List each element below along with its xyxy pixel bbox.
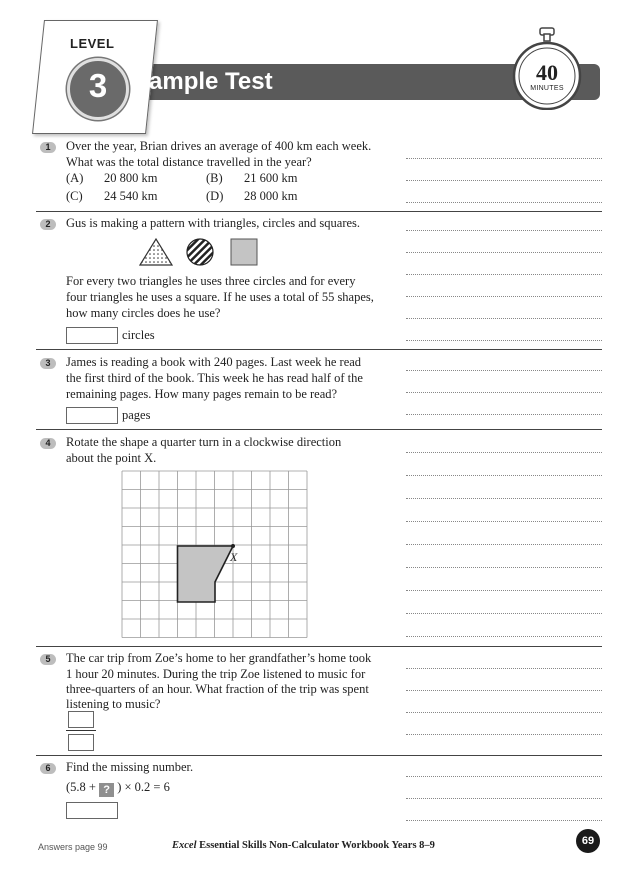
fraction-denominator-input[interactable] — [68, 734, 94, 751]
page-title: Sample Test — [133, 68, 273, 95]
working-line — [406, 798, 602, 799]
question-divider — [36, 211, 602, 212]
timer-value: 40 — [536, 60, 558, 85]
book-title — [172, 840, 435, 851]
question-number: 5 — [40, 654, 56, 665]
missing-number-mark: ? — [99, 783, 114, 797]
equation-left: (5.8 + — [66, 780, 96, 794]
answer-unit: circles — [122, 328, 155, 342]
working-line — [406, 567, 602, 568]
answers-reference: Answers page 99 — [38, 842, 108, 852]
question-text-line: For every two triangles he uses three circles and for every — [66, 274, 356, 288]
answer-unit: pages — [122, 408, 151, 422]
point-label: X — [230, 550, 238, 564]
equation — [66, 780, 170, 797]
working-line — [406, 712, 602, 713]
book-title-text: Essential Skills Non-Calculator Workbook Years 8–9 — [196, 840, 435, 851]
equation-right: ) × 0.2 = 6 — [117, 780, 170, 794]
question-text-line: 1 hour 20 minutes. During the trip Zoe listened to music for — [66, 667, 366, 681]
question-divider — [36, 755, 602, 756]
question-text-line: three-quarters of an hour. What fraction of the trip was spent — [66, 682, 369, 696]
option-letter: (D) — [206, 189, 224, 203]
question-number: 1 — [40, 142, 56, 153]
shape-pattern-image — [136, 236, 262, 268]
working-line — [406, 668, 602, 669]
question-number: 2 — [40, 219, 56, 230]
working-line — [406, 734, 602, 735]
question-text-line: the first third of the book. This week he has read half of the — [66, 371, 363, 385]
option-value: 28 000 km — [244, 189, 298, 203]
working-line — [406, 544, 602, 545]
question-number: 4 — [40, 438, 56, 449]
question-text-line: four triangles he uses a square. If he uses a total of 55 shapes, — [66, 290, 374, 304]
question-number: 6 — [40, 763, 56, 774]
option-letter: (A) — [66, 171, 84, 185]
working-line — [406, 590, 602, 591]
working-line — [406, 392, 602, 393]
working-line — [406, 370, 602, 371]
working-line — [406, 475, 602, 476]
working-line — [406, 318, 602, 319]
page-number: 69 — [576, 829, 600, 853]
question-text-line: remaining pages. How many pages remain to be read? — [66, 387, 338, 401]
triangle-shape — [140, 239, 172, 265]
question-divider — [36, 349, 602, 350]
working-line — [406, 274, 602, 275]
shape-to-rotate — [178, 546, 234, 602]
circle-shape — [187, 239, 213, 265]
header — [0, 0, 640, 135]
question-number: 3 — [40, 358, 56, 369]
question-text-line: Over the year, Brian drives an average of 400 km each week. — [66, 139, 372, 153]
brand-name: Excel — [172, 840, 197, 851]
option-value: 21 600 km — [244, 171, 298, 185]
question-text-line: James is reading a book with 240 pages. Last week he read — [66, 355, 362, 369]
working-line — [406, 414, 602, 415]
level-label: LEVEL — [70, 36, 115, 51]
working-line — [406, 252, 602, 253]
working-line — [406, 296, 602, 297]
fraction-bar — [66, 730, 96, 731]
working-line — [406, 776, 602, 777]
question-text-line: about the point X. — [66, 451, 157, 465]
option-value: 20 800 km — [104, 171, 158, 185]
question-text-line: What was the total distance travelled in the year? — [66, 155, 312, 169]
working-line — [406, 690, 602, 691]
answer-input[interactable] — [66, 407, 118, 424]
level-number: 3 — [88, 67, 108, 104]
question-text-line: Rotate the shape a quarter turn in a clockwise direction — [66, 435, 342, 449]
point-x — [231, 544, 235, 548]
working-line — [406, 820, 602, 821]
rotation-grid — [121, 470, 309, 642]
working-line — [406, 521, 602, 522]
question-divider — [36, 429, 602, 430]
timer-unit: MINUTES — [530, 85, 564, 92]
question-text-line: listening to music? — [66, 697, 161, 711]
working-line — [406, 340, 602, 341]
working-line — [406, 498, 602, 499]
option-letter: (B) — [206, 171, 223, 185]
option-letter: (C) — [66, 189, 83, 203]
answer-input[interactable] — [66, 802, 118, 819]
working-line — [406, 202, 602, 203]
working-line — [406, 613, 602, 614]
working-line — [406, 158, 602, 159]
working-line — [406, 636, 602, 637]
answer-input[interactable] — [66, 327, 118, 344]
question-text-line: The car trip from Zoe’s home to her grandfather’s home took — [66, 651, 372, 665]
option-value: 24 540 km — [104, 189, 158, 203]
question-divider — [36, 646, 602, 647]
question-text-line: Find the missing number. — [66, 760, 194, 774]
question-text-line: Gus is making a pattern with triangles, circles and squares. — [66, 216, 361, 230]
square-shape — [231, 239, 257, 265]
working-line — [406, 180, 602, 181]
fraction-numerator-input[interactable] — [68, 711, 94, 728]
question-text-line: how many circles does he use? — [66, 306, 221, 320]
working-line — [406, 452, 602, 453]
working-line — [406, 230, 602, 231]
